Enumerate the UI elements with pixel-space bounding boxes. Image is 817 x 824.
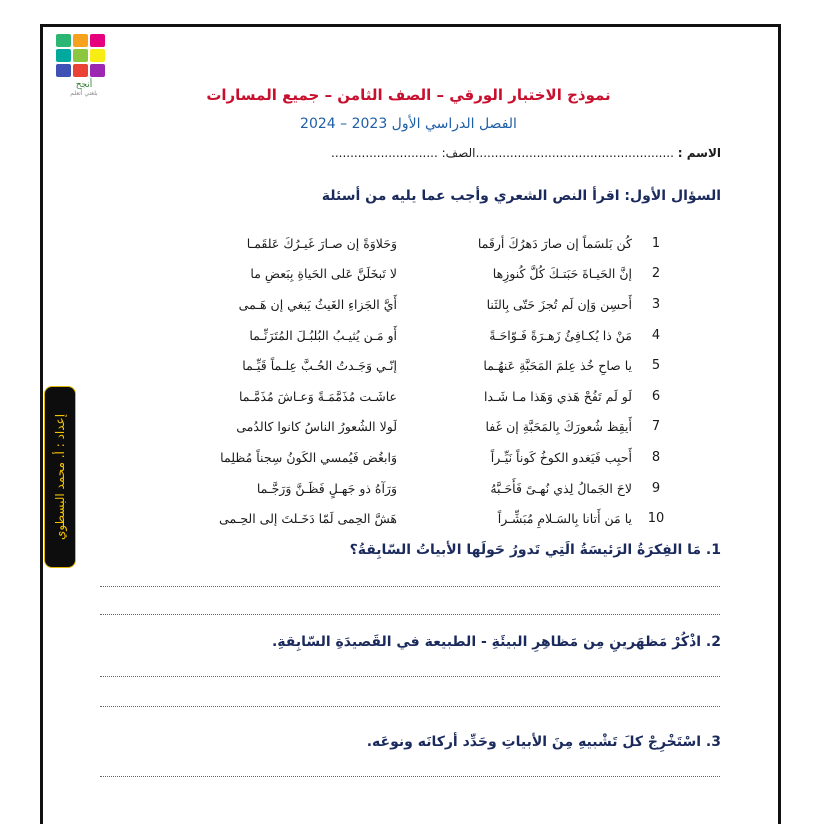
answer-line[interactable] bbox=[100, 776, 720, 777]
verse-first-half: أَيقِظ شُعورَكَ بِالمَحَبَّةِ إن غَفا bbox=[485, 419, 632, 435]
logo-brand-text: أنجح bbox=[75, 80, 93, 90]
name-dots: .................................................... bbox=[475, 146, 674, 160]
verse-second-half: أَيَّ الجَزاءِ الغَيثُ يَبغي إن هَـمى bbox=[238, 296, 397, 312]
verse-number: 10 bbox=[647, 511, 665, 527]
verse-second-half: عاشَـت مُذَمَّمَـةً وَعـاشَ مُذَمَّـما bbox=[238, 388, 397, 404]
poem-row bbox=[190, 473, 670, 504]
poem-row bbox=[190, 289, 670, 320]
poem-table bbox=[190, 228, 670, 534]
verse-first-half: مَنْ ذا يُكـافِئُ زَهـرَةً فَـوّاحَـةً bbox=[489, 327, 632, 343]
poem-row bbox=[190, 412, 670, 443]
poem-row bbox=[190, 259, 670, 290]
class-field bbox=[331, 146, 476, 160]
verse-number: 5 bbox=[651, 358, 661, 374]
poem-row bbox=[190, 228, 670, 259]
poem-row bbox=[190, 442, 670, 473]
verse-second-half: إنّـي وَجَـدتُ الحُـبَّ عِلـماً قَيِّـما bbox=[242, 358, 397, 374]
verse-first-half: أَحسِن وَإن لَم تُجزَ حَتّى بِالثَنا bbox=[486, 296, 632, 312]
verse-number: 6 bbox=[651, 388, 661, 404]
logo-icon bbox=[56, 34, 112, 77]
question-1-1: 1. مَا الفِكرَةُ الرَئيسَةُ الَتِي تَدورُ حَولَها الأبياتُ السّابِقةُ؟ bbox=[349, 542, 721, 558]
verse-first-half: يا صاحِ خُذ عِلمَ المَحَبَّةِ عَنهُـما bbox=[483, 358, 632, 374]
question-1-heading: السؤال الأول: اقرأ النص الشعري وأجب عما يليه من أسئلة bbox=[321, 188, 721, 204]
verse-second-half: لا تَبخَلَنَّ عَلى الحَياةِ بِبَعضِ ما bbox=[250, 266, 397, 282]
poem-row bbox=[190, 320, 670, 351]
verse-second-half: أَو مَـن يُثيـبُ البُلبُـلَ المُتَرَنِّـما bbox=[249, 327, 397, 343]
answer-line[interactable] bbox=[100, 614, 720, 615]
answer-line[interactable] bbox=[100, 706, 720, 707]
verse-number: 4 bbox=[651, 327, 661, 343]
author-badge bbox=[44, 386, 76, 568]
verse-second-half: وَرَآهُ ذو جَهـلٍ فَظَـنَّ وَرَجَّـما bbox=[256, 480, 397, 496]
name-field bbox=[476, 146, 721, 160]
question-1-3: 3. اسْتَخْرِجْ كلَ تَشْبيهِ مِنَ الأبياتِ وحَدِّد أركانَه ونوعَه. bbox=[366, 734, 721, 750]
verse-first-half: كُن بَلسَماً إن صارَ دَهرُكَ أرقَما bbox=[477, 235, 632, 251]
exam-term: الفصل الدراسي الأول 2023 – 2024 bbox=[300, 116, 517, 132]
verse-first-half: لاحَ الجَمالُ لِذي نُهـىً فَأَحَـبَّهُ bbox=[490, 480, 632, 496]
student-info-row bbox=[91, 146, 721, 160]
logo-tagline: بلغتي أتعلم bbox=[70, 90, 98, 97]
poem-row bbox=[190, 350, 670, 381]
class-label: الصف: bbox=[441, 146, 476, 160]
verse-first-half: يا مَن أَتانا بِالسَـلامِ مُبَشِّـراً bbox=[497, 511, 632, 527]
verse-number: 8 bbox=[651, 449, 661, 465]
poem-row bbox=[190, 503, 670, 534]
verse-second-half: لَولا الشُعورُ الناسُ كانوا كالدُمى bbox=[236, 419, 397, 435]
verse-number: 1 bbox=[651, 235, 661, 251]
answer-line[interactable] bbox=[100, 586, 720, 587]
verse-number: 7 bbox=[651, 419, 661, 435]
verse-second-half: هَشَّ الحِمى لَمّا دَخَـلتَ إلى الحِـمى bbox=[219, 511, 397, 527]
author-name: إعداد : أ. محمد البسطوي bbox=[53, 413, 67, 541]
verse-first-half: لَو لَم تَفُحْ هَذي وَهَذا مـا شَـدا bbox=[483, 388, 632, 404]
class-dots: ............................ bbox=[331, 146, 438, 160]
verse-second-half: وَابغُض فَيُمسي الكَونُ سِجناً مُظلِما bbox=[220, 449, 397, 465]
verse-number: 2 bbox=[651, 266, 661, 282]
verse-number: 9 bbox=[651, 480, 661, 496]
question-1-2: 2. اذْكُرْ مَظهَرينِ مِن مَظاهِرِ البيئَةِ - الطبيعة في القَصيدَةِ السّابِقةِ. bbox=[271, 634, 721, 650]
exam-title: نموذج الاختبار الورقي – الصف الثامن – جميع المسارات bbox=[206, 86, 611, 104]
verse-number: 3 bbox=[651, 296, 661, 312]
name-label: الاسم : bbox=[677, 146, 721, 160]
verse-second-half: وَحَلاوَةً إن صـارَ غَيـرُكَ عَلقَمـا bbox=[246, 235, 397, 251]
poem-row bbox=[190, 381, 670, 412]
answer-line[interactable] bbox=[100, 676, 720, 677]
verse-first-half: أَحبِب فَيَغدو الكوخُ كَوناً نَيِّـراً bbox=[490, 449, 632, 465]
verse-first-half: إنَّ الحَيـاةَ حَبَتـكَ كُلَّ كُنوزِها bbox=[492, 266, 632, 282]
